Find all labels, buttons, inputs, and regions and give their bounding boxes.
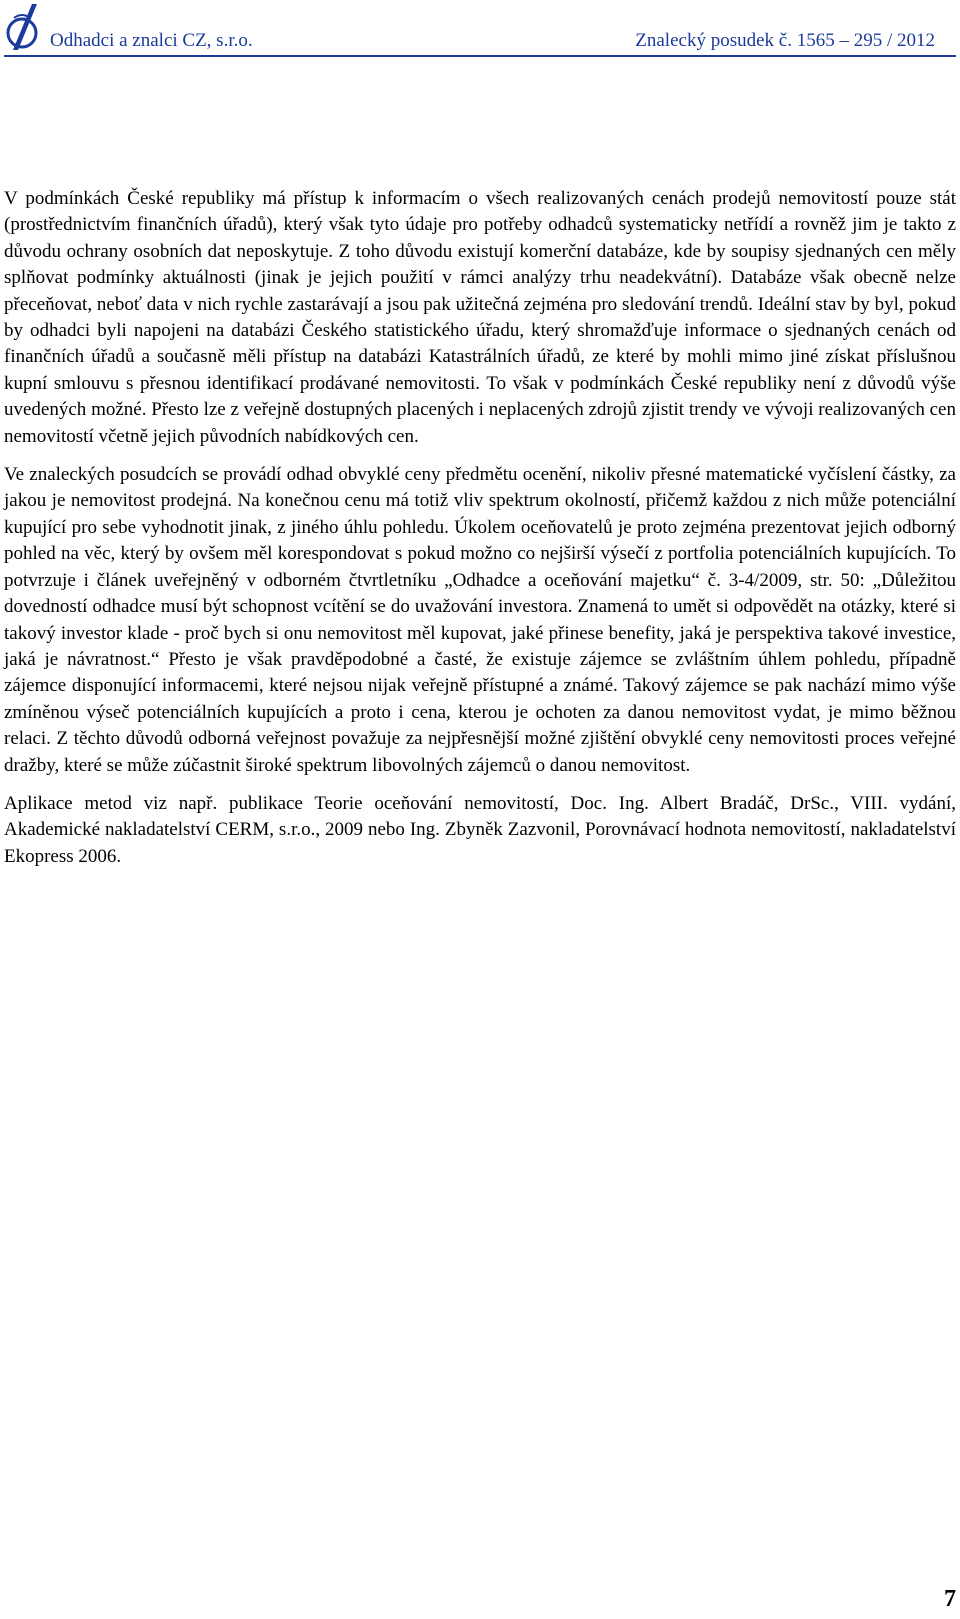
page-header [0, 0, 960, 58]
paragraph-usual-price: Ve znaleckých posudcích se provádí odhad obvyklé ceny předmětu ocenění, nikoliv přesné matematické vyčíslení částky, za jakou je nemovitost prodejná. Na konečnou cenu má totiž vliv spektrum okolností, přičemž každou z nich může potenciální kupující pro sebe vyhodnotit jinak, z jiného úhlu pohledu. Úkolem oceňovatelů je proto zejména prezentovat jejich odborný pohled na věc, který by ovšem měl korespondovat s pokud možno co nejširší výsečí z portfolia potenciálních kupujících. To potvrzuje i článek uveřejněný v odborném čtvrtletníku „Odhadce a oceňování majetku“ č. 3-4/2009, str. 50: „Důležitou dovedností odhadce musí být schopnost vcítění se do uvažování investora. Znamená to umět si odpovědět na otázky, které si takový investor klade - proč bych si onu nemovitost měl kupovat, jaké přinese benefity, jaká je perspektiva takové investice, jaká je návratnost.“ Přesto je však pravděpodobné a časté, že existuje zájemce se zvláštním úhlem pohledu, případně zájemce disponující informacemi, které nejsou nijak veřejně přístupné a známé. Takový zájemce se pak nachází mimo výše zmíněnou výseč potenciálních kupujících a proto i cena, kterou je ochoten za danou nemovitost vydat, je mimo běžnou relaci. Z těchto důvodů odborná veřejnost považuje za nejpřesnější možné zjištění obvyklé ceny nemovitosti proces veřejné dražby, které se může zúčastnit široké spektrum libovolných zájemců o danou nemovitost. [4, 464, 956, 776]
paragraph-references: Aplikace metod viz např. publikace Teorie oceňování nemovitostí, Doc. Ing. Albert Bradáč, DrSc., VIII. vydání, Akademické nakladatelství CERM, s.r.o., 2009 nebo Ing. Zbyněk Zazvonil, Porovnávací hodnota nemovitostí, nakladatelství Ekopress 2006. [4, 792, 956, 867]
paragraph-price-databases: V podmínkách České republiky má přístup k informacím o všech realizovaných cenách prodejů nemovitostí pouze stát (prostřednictvím finančních úřadů), který však tyto údaje pro potřeby odhadců systematicky netřídí a rovněž jim je takto z důvodu ochrany osobních dat neposkytuje. Z toho důvodu existují komerční databáze, kde by soupisy sjednaných cen měly splňovat podmínky aktuálnosti (jinak je jejich použití v rámci analýzy trhu neadekvátní). Databáze však obecně nelze přeceňovat, neboť data v nich rychle zastarávají a jsou pak užitečná zejména pro sledování trendů. Ideální stav by byl, pokud by odhadci byli napojeni na databázi Českého statistického úřadu, který shromažďuje informace o sjednaných cenách od finančních úřadů a současně měli přístup na databázi Katastrálních úřadů, ze které by mohli mimo jiné získat příslušnou kupní smlouvu s přesnou identifikací prodávané nemovitosti. To však v podmínkách České republiky není z důvodů výše uvedených možné. Přesto lze z veřejně dostupných placených i neplacených zdrojů zjistit trendy ve vývoji realizovaných cen nemovitostí včetně jejich původních nabídkových cen. [4, 188, 956, 447]
document-body [4, 186, 956, 882]
header-divider [4, 55, 956, 57]
page-number: 7 [944, 1586, 956, 1612]
company-name: Odhadci a znalci CZ, s.r.o. [50, 30, 253, 51]
company-logo-icon [4, 2, 40, 52]
document-reference: Znalecký posudek č. 1565 – 295 / 2012 [635, 30, 935, 51]
